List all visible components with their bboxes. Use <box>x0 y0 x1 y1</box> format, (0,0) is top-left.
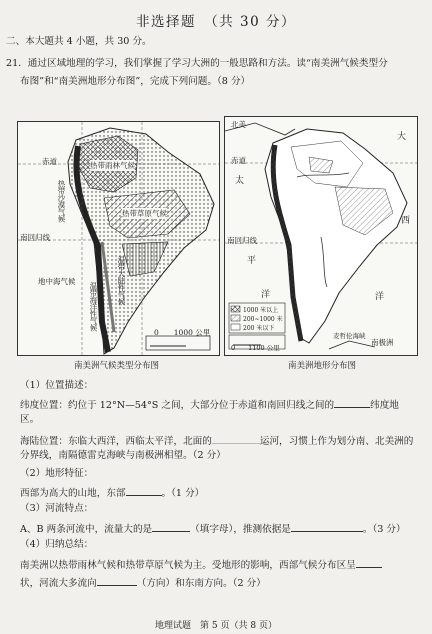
sea-text-mid: 运河，习惯上作为划分南、北美洲的 <box>259 436 414 447</box>
river-text-mid: （填字母），推测依据是 <box>190 524 291 535</box>
atlantic-char-3: 洋 <box>375 292 385 302</box>
legend-low-label: 200 米以下 <box>243 325 275 332</box>
river-text-end: 。（3 分） <box>362 524 406 535</box>
terrain-equator-label: 赤道 <box>231 156 246 165</box>
summary-shape-blank[interactable] <box>356 557 382 568</box>
summary-line-2 <box>20 575 266 590</box>
question-intro-line1: 21．通过区域地理的学习，我们掌握了学习大洲的一般思路和方法。读“南美洲气候类型分 <box>6 58 388 69</box>
latitude-text-end: 纬度地 <box>370 400 399 411</box>
mediterranean-label: 地中海气候 <box>38 277 76 286</box>
climate-map-caption: 南美洲气候类型分布图 <box>74 361 160 371</box>
atlantic-char-2: 西 <box>401 216 411 226</box>
climate-equator-label: 赤道 <box>42 157 57 166</box>
summary-text-2: 状，河流大多流向 <box>20 578 97 589</box>
canal-blank[interactable] <box>212 433 260 444</box>
antarctica-label: 南极洲 <box>371 338 394 347</box>
summary-line <box>20 557 382 572</box>
pacific-char-3: 洋 <box>261 290 271 300</box>
climate-scale-label: 0 1000 公里 <box>154 328 211 337</box>
rainforest-label: 热带雨林气候 <box>90 161 135 170</box>
terrain-text: 西部为高大的山地，东部 <box>20 488 126 499</box>
summary-text: 南美洲以热带雨林气候和热带草原气候为主。受地形的影响，西部气候分布区呈 <box>20 560 356 571</box>
q1-heading: （1）位置描述： <box>20 380 94 391</box>
climate-map <box>17 121 220 356</box>
terrain-map-caption: 南美洲地形分布图 <box>288 361 357 371</box>
q3-heading: （3）河流特点： <box>20 503 94 514</box>
atlantic-char-1: 大 <box>397 132 407 142</box>
river-text: A、B 两条河流中，流量大的是 <box>20 524 153 535</box>
legend-mid-label: 200~1000 米 <box>243 316 283 323</box>
sea-position-line <box>20 433 413 448</box>
strait-label: 麦哲伦海峡 <box>333 332 366 340</box>
climate-capricorn-label: 南回归线 <box>20 233 50 242</box>
temperate-continental-label: 温带大陆性气候 <box>117 256 126 305</box>
question-intro-line2: 布图”和“南美洲地形分布图”，完成下列问题。（8 分） <box>20 76 251 87</box>
direction-blank[interactable] <box>97 575 137 586</box>
page-footer: 地理试题 第 5 页（共 8 页） <box>155 621 277 631</box>
q2-heading: （2）地形特征： <box>20 468 94 479</box>
terrain-blank[interactable] <box>126 485 162 496</box>
latitude-line-2: 区。 <box>20 414 40 425</box>
latitude-blank[interactable] <box>334 397 370 408</box>
river-letter-blank[interactable] <box>152 521 190 532</box>
terrain-capricorn-label: 南回归线 <box>227 236 257 245</box>
pacific-char-2: 平 <box>247 256 257 266</box>
page-title: 非选择题 （共 30 分） <box>135 14 296 30</box>
terrain-text-end: 。（1 分） <box>161 488 205 499</box>
temperate-maritime-label: 温带海洋性气候 <box>89 282 98 331</box>
north-america-label: 北美 <box>231 120 246 129</box>
section-heading: 二、本大题共 4 小题，共 30 分。 <box>6 36 152 47</box>
terrain-map <box>224 116 418 356</box>
tropical-desert-label: 热带沙漠气候 <box>57 180 66 222</box>
savanna-label: 热带草原气候 <box>122 209 167 218</box>
q4-heading: （4）归纳总结： <box>20 539 94 550</box>
latitude-line <box>20 397 399 412</box>
terrain-line <box>20 485 204 500</box>
sea-position-line-2: 分界线，南隔德雷克海峡与南极洲相望。（2 分） <box>20 450 226 461</box>
river-line <box>20 521 406 536</box>
summary-text-2b: （方向）和东南方向。（2 分） <box>136 578 266 589</box>
sea-text: 海陆位置：东临大西洋，西临太平洋，北面的 <box>20 436 212 447</box>
pacific-char-1: 太 <box>235 176 245 186</box>
legend-high-label: 1000 米以上 <box>243 307 279 314</box>
latitude-text: 纬度位置：约位于 12°N—54°S 之间，大部分位于赤道和南回归线之间的 <box>20 400 335 411</box>
river-reason-blank[interactable] <box>291 521 363 532</box>
terrain-scale-label: 0 1100 公里 <box>231 344 280 352</box>
